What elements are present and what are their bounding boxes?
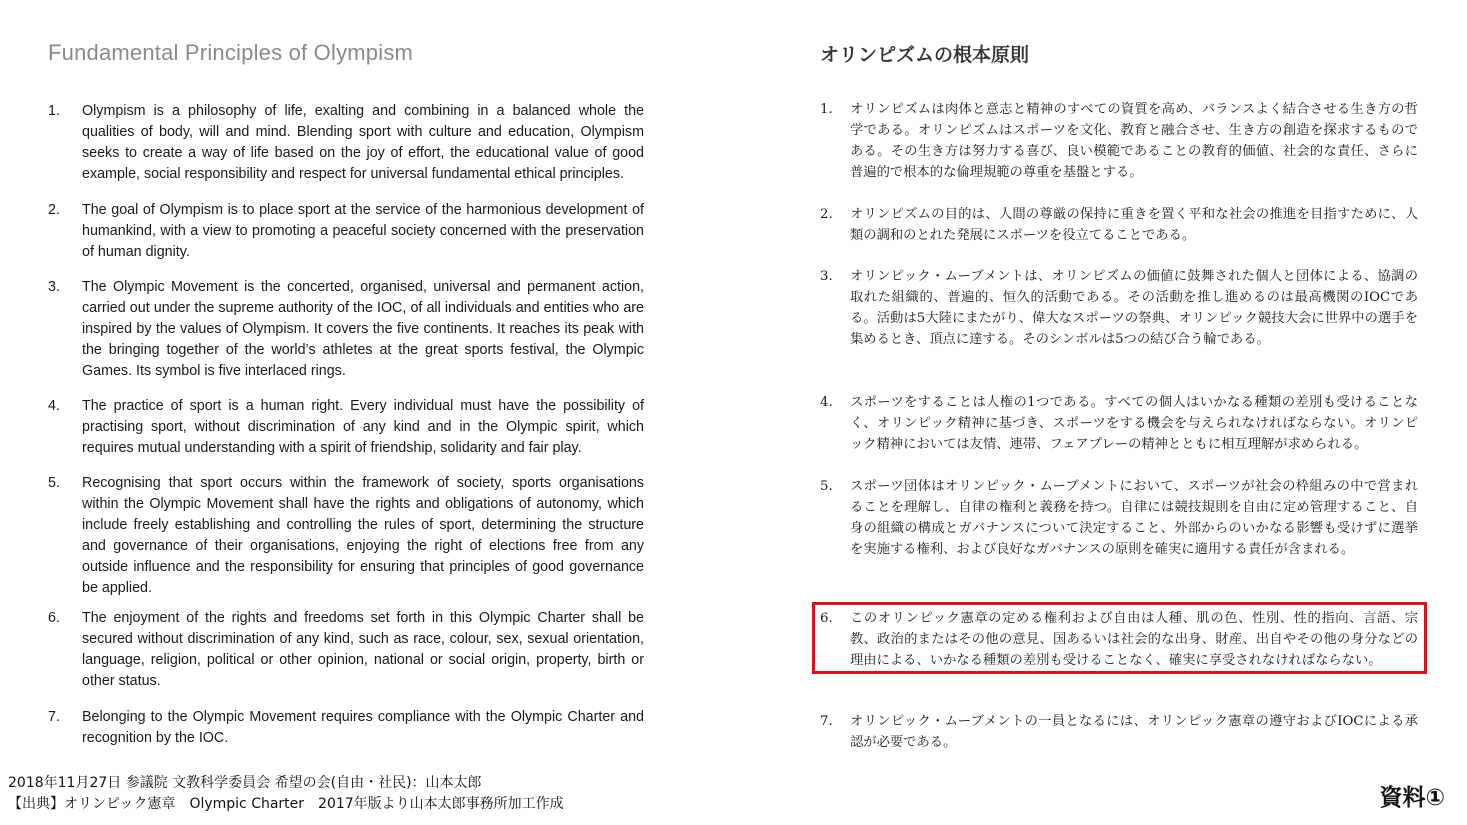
- principle-number: 2.: [48, 202, 60, 218]
- principle-text: オリンピック・ムーブメントは、オリンピズムの価値に鼓舞された個人と団体による、協調の取れた組織的、普遍的、恒久的活動である。その活動を推し進めるのは最高機関のIOCである。活動は5大陸にまたがり、偉大なスポーツの祭典、オリンピック競技大会に世界中の選手を集めるとき、頂点に達する。そのシンボルは5つの結び合う輪である。: [850, 269, 1418, 347]
- english-principle-5: [48, 473, 644, 599]
- principle-number: 1.: [48, 103, 60, 119]
- principle-number: 6.: [820, 611, 833, 626]
- principle-number: 6.: [48, 610, 60, 626]
- principle-number: 4.: [48, 398, 60, 414]
- japanese-principle-5: [820, 476, 1418, 560]
- principle-number: 1.: [820, 102, 833, 117]
- principle-text: The Olympic Movement is the concerted, organised, universal and permanent action, carried out under the supreme authority of the IOC, of all individuals and entities who are inspired by the values of Olympism. It covers the five continents. It reaches its peak with the bringing together of the world’s athletes at the great sports festival, the Olympic Games. Its symbol is five interlaced rings.: [82, 279, 644, 379]
- principle-number: 3.: [820, 269, 833, 284]
- principle-number: 4.: [820, 395, 833, 410]
- document-label: 資料①: [1379, 785, 1445, 811]
- english-principle-6: [48, 608, 644, 692]
- principle-text: Recognising that sport occurs within the framework of society, sports organisations within the Olympic Movement shall have the rights and obligations of autonomy, which include freely establishing and controlling the rules of sport, determining the structure and governance of their organisations, enjoying the right of elections free from any outside influence and the responsibility for ensuring that principles of good governance be applied.: [82, 475, 644, 596]
- principle-number: 2.: [820, 207, 833, 222]
- highlight-box-principle-6: [812, 602, 1427, 674]
- principle-text: オリンピズムは肉体と意志と精神のすべての資質を高め、バランスよく結合させる生き方の哲学である。オリンピズムはスポーツを文化、教育と融合させ、生き方の創造を探求するものである。その生き方は努力する喜び、良い模範であることの教育的価値、社会的な責任、さらに普遍的で根本的な倫理規範の尊重を基盤とする。: [850, 102, 1418, 180]
- japanese-title: オリンピズムの根本原則: [820, 44, 1030, 66]
- english-title: Fundamental Principles of Olympism: [48, 40, 414, 65]
- english-principle-2: [48, 200, 644, 263]
- english-principle-4: [48, 396, 644, 459]
- japanese-principle-7: [820, 711, 1418, 753]
- principle-text: Belonging to the Olympic Movement requires compliance with the Olympic Charter and recognition by the IOC.: [82, 709, 644, 746]
- footer-source: 【出典】オリンピック憲章 Olympic Charter 2017年版より山本太郎事務所加工作成: [8, 796, 564, 812]
- principle-text: オリンピズムの目的は、人間の尊厳の保持に重きを置く平和な社会の推進を目指すために、人類の調和のとれた発展にスポーツを役立てることである。: [850, 207, 1418, 243]
- english-principle-7: [48, 707, 644, 749]
- footer-session-info: 2018年11月27日 参議院 文教科学委員会 希望の会(自由・社民)：山本太郎: [8, 775, 482, 791]
- principle-text: The goal of Olympism is to place sport at the service of the harmonious development of humankind, with a view to promoting a peaceful society concerned with the preservation of human dignity.: [82, 202, 644, 260]
- principle-number: 5.: [820, 479, 833, 494]
- principle-number: 7.: [48, 709, 60, 725]
- principle-number: 7.: [820, 714, 833, 729]
- principle-text: Olympism is a philosophy of life, exalting and combining in a balanced whole the qualities of body, will and mind. Blending sport with culture and education, Olympism seeks to create a way of life based on the joy of effort, the educational value of good example, social responsibility and respect for universal fundamental ethical principles.: [82, 103, 644, 182]
- japanese-principle-4: [820, 392, 1418, 455]
- principle-text: オリンピック・ムーブメントの一員となるには、オリンピック憲章の遵守およびIOCによる承認が必要である。: [850, 714, 1418, 750]
- principle-text: スポーツをすることは人権の1つである。すべての個人はいかなる種類の差別も受けることなく、オリンピック精神に基づき、スポーツをする機会を与えられなければならない。オリンピック精神においては友情、連帯、フェアプレーの精神とともに相互理解が求められる。: [850, 395, 1418, 452]
- principle-number: 5.: [48, 475, 60, 491]
- japanese-principle-2: [820, 204, 1418, 246]
- principle-number: 3.: [48, 279, 60, 295]
- principle-text: The enjoyment of the rights and freedoms set forth in this Olympic Charter shall be secured without discrimination of any kind, such as race, colour, sex, sexual orientation, language, religion, political or other opinion, national or social origin, property, birth or other status.: [82, 610, 644, 689]
- japanese-principle-1: [820, 99, 1418, 183]
- principle-text: The practice of sport is a human right. Every individual must have the possibility of practising sport, without discrimination of any kind and in the Olympic spirit, which requires mutual understanding with a spirit of friendship, solidarity and fair play.: [82, 398, 644, 456]
- english-principle-3: [48, 277, 644, 382]
- principle-text: このオリンピック憲章の定める権利および自由は人種、肌の色、性別、性的指向、言語、宗教、政治的またはその他の意見、国あるいは社会的な出身、財産、出自やその他の身分などの理由による、いかなる種類の差別も受けることなく、確実に享受されなければならない。: [850, 611, 1418, 668]
- english-principle-1: [48, 101, 644, 185]
- principle-text: スポーツ団体はオリンピック・ムーブメントにおいて、スポーツが社会の枠組みの中で営まれることを理解し、自律の権利と義務を持つ。自律には競技規則を自由に定め管理すること、自身の組織の構成とガバナンスについて決定すること、外部からのいかなる影響も受けずに選挙を実施する権利、および良好なガバナンスの原則を確実に適用する責任が含まれる。: [850, 479, 1418, 557]
- japanese-principle-3: [820, 266, 1418, 350]
